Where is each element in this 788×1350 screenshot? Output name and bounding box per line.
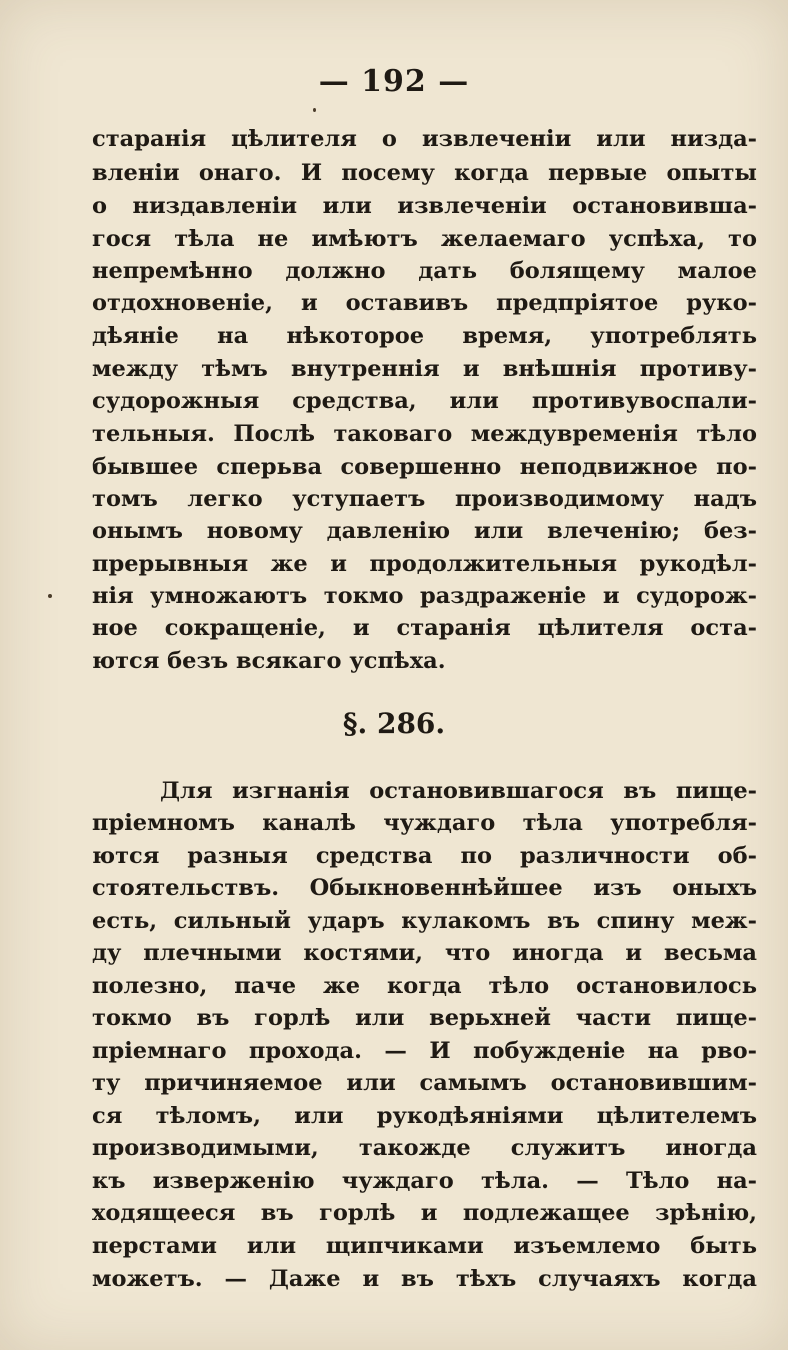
text-line: ное сокращеніе, и старанія цѣлителя оста-: [92, 617, 757, 640]
text-line: къ изверженію чуждаго тѣла. — Тѣло на-: [92, 1170, 757, 1193]
text-line: ются безъ всякаго успѣха.: [92, 650, 446, 673]
text-line: старанія цѣлителя о извлеченіи или низда-: [92, 128, 757, 151]
text-line: дѣяніе на нѣкоторое время, употреблять: [92, 325, 757, 348]
text-line: пріемномъ каналѣ чуждаго тѣла употребля-: [92, 812, 757, 835]
text-line: гося тѣла не имѣютъ желаемаго успѣха, то: [92, 228, 757, 251]
text-line: Для изгнанія остановившагося въ пище-: [160, 780, 757, 803]
text-line: ются разныя средства по различности об-: [92, 845, 757, 868]
text-line: судорожныя средства, или противувоспали-: [92, 390, 757, 413]
text-line: можетъ. — Даже и въ тѣхъ случаяхъ когда: [92, 1268, 757, 1291]
text-line: токмо въ горлѣ или верьхней части пище-: [92, 1007, 757, 1030]
text-line: пріемнаго прохода. — И побужденіе на рво-: [92, 1040, 757, 1063]
text-line: онымъ новому давленію или влеченію; без-: [92, 520, 757, 543]
text-line: стоятельствъ. Обыкновеннѣйшее изъ оныхъ: [92, 877, 757, 900]
text-line: бывшее сперьва совершенно неподвижное по-: [92, 456, 757, 479]
page-number: — 192 —: [318, 64, 470, 99]
section-heading: §. 286.: [342, 707, 446, 740]
text-line: между тѣмъ внутреннія и внѣшнія противу-: [92, 358, 757, 381]
text-line: вленіи онаго. И посему когда первые опыты: [92, 162, 757, 185]
text-line: перстами или щипчиками изъемлемо быть: [92, 1235, 757, 1258]
text-line: нія умножаютъ токмо раздраженіе и судорож-: [92, 585, 757, 608]
text-line: полезно, паче же когда тѣло остановилось: [92, 975, 757, 998]
text-line: томъ легко уступаетъ производимому надъ: [92, 488, 757, 511]
text-line: ходящееся въ горлѣ и подлежащее зрѣнію,: [92, 1202, 757, 1225]
text-line: о низдавленіи или извлеченіи остановивша-: [92, 195, 757, 218]
text-line: прерывныя же и продолжительныя рукодѣл-: [92, 553, 757, 576]
text-line: ся тѣломъ, или рукодѣяніями цѣлителемъ: [92, 1105, 757, 1128]
text-line: есть, сильный ударъ кулакомъ въ спину меж-: [92, 910, 757, 933]
ink-speck: [48, 594, 52, 598]
text-line: тельныя. Послѣ таковаго междувременія тѣло: [92, 423, 757, 446]
text-line: ту причиняемое или самымъ остановившим-: [92, 1072, 757, 1095]
text-line: непремѣнно должно дать болящему малое: [92, 260, 757, 283]
text-line: производимыми, такожде служитъ иногда: [92, 1137, 757, 1160]
text-line: ду плечными костями, что иногда и весьма: [92, 942, 757, 965]
ink-speck: [313, 108, 316, 112]
text-line: отдохновеніе, и оставивъ предпріятое руко-: [92, 292, 757, 315]
